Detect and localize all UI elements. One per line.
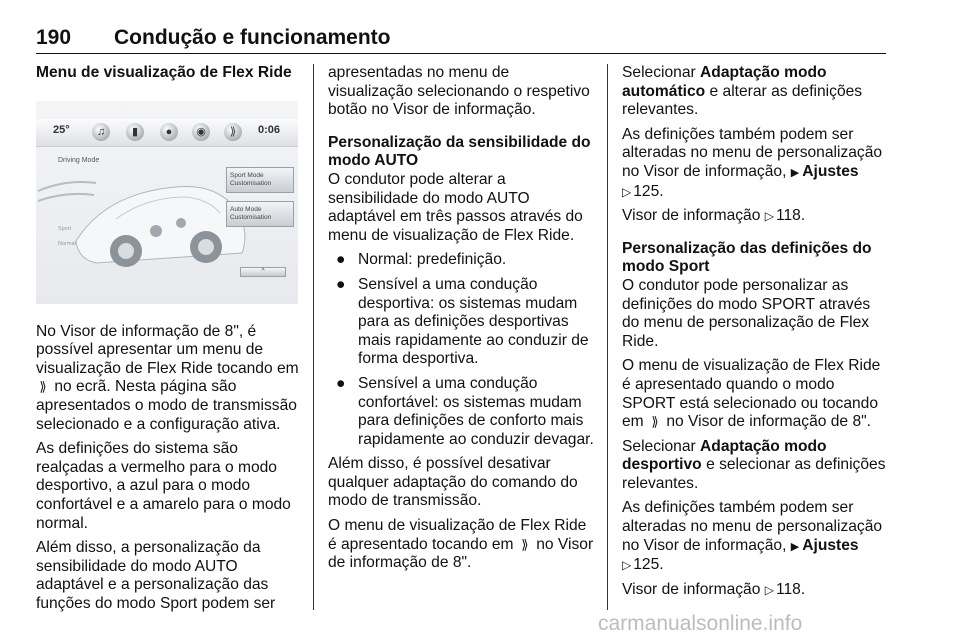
settings-icon: ● <box>160 123 178 141</box>
paragraph: Visor de informação ▷ 118. <box>622 207 806 225</box>
paragraph: As definições também podem ser alteradas no menu de personalização no Visor de informação, ▶ Ajustes ▷ 125. <box>622 499 883 574</box>
list-item: ● Sensível a uma condução desportiva: os sistemas mudam para as definições desportivas mais rapidamente ao conduzir de forma desportiva. <box>336 275 589 368</box>
menu-arrow-icon: ▶ <box>790 166 800 179</box>
paragraph: O condutor pode alterar a sensibilidade do modo AUTO adaptável em três passos através do menu de visualização de Flex Ride. <box>328 170 583 244</box>
sport-mode-customisation-button: Sport Mode Customisation <box>226 167 294 193</box>
page-reference[interactable]: 125. <box>633 182 664 200</box>
column-divider <box>607 64 608 610</box>
watermark: carmanualsonline.info <box>598 612 803 635</box>
bullet-list <box>328 251 596 449</box>
paragraph: No Visor de informação de 8", é possível apresentar um menu de visualização de Flex Ride tocando em ⟫ no ecrã. Nesta página são apresentados o modo de transmissão selecionado e a configuração ativa. <box>36 322 299 433</box>
list-item: ● Normal: predefinição. <box>336 251 507 269</box>
normal-label: Normal <box>58 241 76 247</box>
paragraph: O menu de visualização de Flex Ride é apresentado tocando em ⟫ no Visor de informação de 8". <box>328 517 594 572</box>
paragraph: Além disso, é possível desativar qualquer adaptação do comando do modo de transmissão. <box>328 455 578 510</box>
list-item: ● Sensível a uma condução confortável: os sistemas mudam para definições de conforto mais rapidamente ao conduzir devagar. <box>336 374 594 448</box>
screen-status-bar <box>36 119 298 147</box>
sport-label: Sport <box>58 226 72 232</box>
flex-ride-display-illustration <box>36 101 298 304</box>
scroll-up-button: ^ <box>240 267 286 277</box>
section-heading: Menu de visualização de Flex Ride <box>36 64 292 81</box>
paragraph: Selecionar Adaptação modo desportivo e selecionar as definições relevantes. <box>622 437 886 492</box>
paragraph: As definições do sistema são realçadas a vermelho para o modo desportivo, a azul para o modo confortável e a amarelo para o modo normal. <box>36 440 291 532</box>
paragraph: Selecionar Adaptação modo automático e alterar as definições relevantes. <box>622 64 863 119</box>
page-reference-icon: ▷ <box>764 209 774 224</box>
paragraph: Visor de informação ▷ 118. <box>622 580 806 598</box>
flex-ride-icon: ⟫ <box>224 123 242 141</box>
page-reference[interactable]: 118. <box>775 580 806 598</box>
driving-mode-label: Driving Mode <box>58 157 100 164</box>
paragraph: apresentadas no menu de visualização selecionando o respetivo botão no Visor de informação. <box>328 64 590 119</box>
column-divider <box>313 64 314 610</box>
page-reference-icon: ▷ <box>764 582 774 597</box>
column-3 <box>622 64 890 605</box>
page-reference-icon: ▷ <box>622 184 632 199</box>
flex-ride-icon: ⟫ <box>521 536 529 552</box>
paragraph: Além disso, a personalização da sensibilidade do modo AUTO adaptável e a personalização das funções do modo Sport podem ser <box>36 539 276 612</box>
paragraph: O condutor pode personalizar as definições do modo SPORT através do menu de personalização de Flex Ride. <box>622 276 871 350</box>
page-header <box>36 20 886 54</box>
page-reference[interactable]: 125. <box>633 556 664 574</box>
column-2 <box>328 64 596 579</box>
section-heading: Personalização da sensibilidade do modo AUTO <box>328 133 591 170</box>
paragraph: As definições também podem ser alteradas no menu de personalização no Visor de informação, ▶ Ajustes ▷ 125. <box>622 125 883 200</box>
page-number: 190 <box>36 26 72 49</box>
menu-arrow-icon: ▶ <box>790 540 800 553</box>
flex-ride-icon: ⟫ <box>651 414 659 430</box>
paragraph: O menu de visualização de Flex Ride é apresentado quando o modo SPORT está selecionado ou tocando em ⟫ no Visor de informação de 8". <box>622 357 881 431</box>
temperature-readout: 25° <box>53 124 70 136</box>
section-heading: Personalização das definições do modo Sport <box>622 239 872 276</box>
flex-ride-icon: ⟫ <box>39 379 47 395</box>
page-title: Condução e funcionamento <box>114 26 391 49</box>
navigation-icon: ◉ <box>192 123 210 141</box>
music-icon: ♫ <box>92 123 110 141</box>
page-reference[interactable]: 118. <box>775 207 806 225</box>
auto-mode-customisation-button: Auto Mode Customisation <box>226 201 294 227</box>
page-reference-icon: ▷ <box>622 558 632 573</box>
phone-icon: ▮ <box>126 123 144 141</box>
clock-readout: 0:06 <box>258 124 281 136</box>
